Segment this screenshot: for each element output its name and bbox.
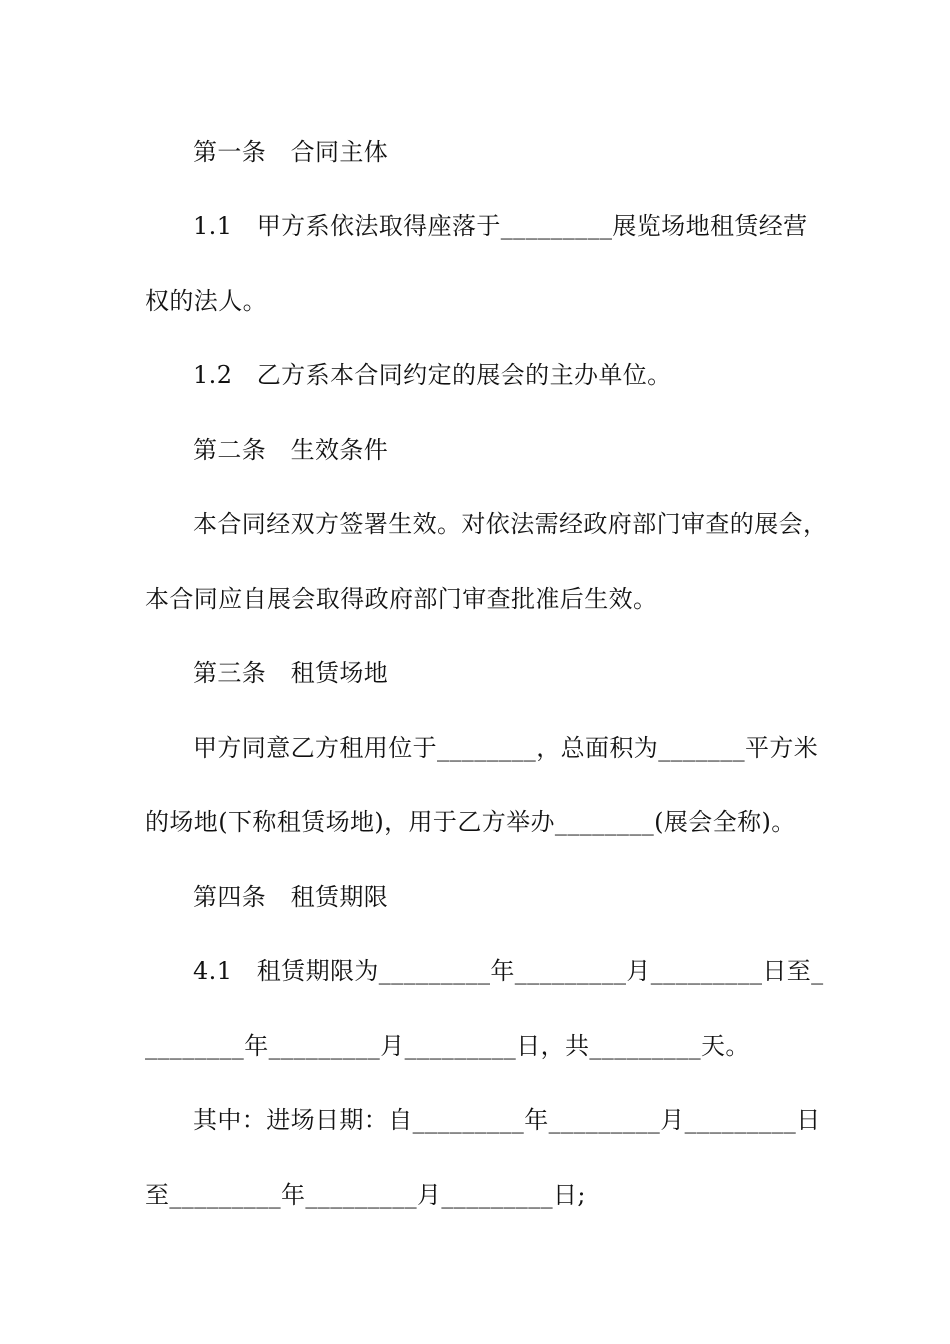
clause-1-1-line-1: 1.1 甲方系依法取得座落于_________展览场地租赁经营 — [193, 212, 808, 240]
article-3-heading: 第三条 租赁场地 — [193, 659, 389, 687]
entry-date-line-2: 至_________年_________月_________日; — [145, 1181, 586, 1209]
article-3-line-2: 的场地(下称租赁场地)，用于乙方举办________(展会全称)。 — [145, 808, 796, 836]
article-2-line-2: 本合同应自展会取得政府部门审查批准后生效。 — [145, 585, 658, 613]
clause-4-1-line-1: 4.1 租赁期限为_________年_________月_________日至_ — [193, 957, 824, 985]
clause-1-1-line-2: 权的法人。 — [145, 287, 267, 315]
clause-4-1-line-2: ________年_________月_________日，共_________天。 — [145, 1032, 750, 1060]
article-3-line-1: 甲方同意乙方租用位于________，总面积为_______平方米 — [193, 734, 819, 762]
article-2-heading: 第二条 生效条件 — [193, 436, 389, 464]
entry-date-line-1: 其中：进场日期：自_________年_________月_________日 — [193, 1106, 821, 1134]
article-2-line-1: 本合同经双方签署生效。对依法需经政府部门审查的展会， — [193, 510, 828, 538]
article-4-heading: 第四条 租赁期限 — [193, 883, 389, 911]
article-1-heading: 第一条 合同主体 — [193, 138, 389, 166]
clause-1-2: 1.2 乙方系本合同约定的展会的主办单位。 — [193, 361, 672, 389]
